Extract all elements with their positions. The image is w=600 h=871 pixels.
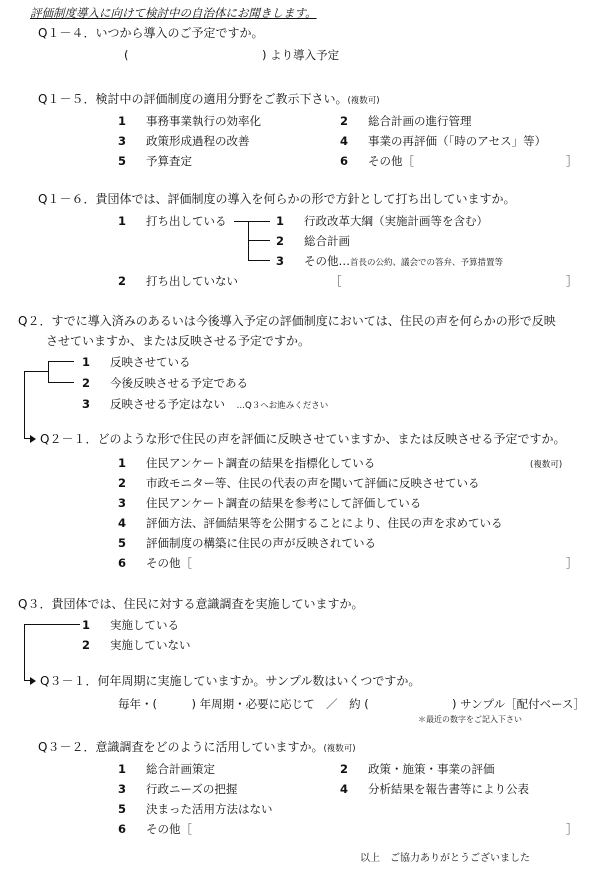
q1-6-branch-2	[248, 240, 270, 241]
q2-bracket-bottom	[48, 382, 74, 383]
question-q1-5: Q１－５．検討中の評価制度の適用分野をご教示下さい。(複数可)	[38, 92, 380, 106]
section-header: 評価制度導入に向けて検討中の自治体にお聞きします。	[30, 6, 317, 20]
question-q1-4: Q１－４．いつから導入のご予定ですか。	[38, 26, 264, 40]
q1-6-sub-option-1[interactable]: 1 行政改革大綱（実施計画等を含む）	[276, 214, 488, 228]
q1-6-branch-vertical	[248, 221, 249, 261]
q1-4-answer-input[interactable]	[150, 44, 250, 62]
q1-5-option-5[interactable]: 5 予算査定	[118, 154, 192, 168]
q1-6-option-1[interactable]: 1 打ち出している	[118, 214, 227, 228]
q1-5-option-1[interactable]: 1 事務事業執行の効率化	[118, 114, 261, 128]
q3-1-note: ＊最近の数字をご記入下さい	[418, 715, 522, 724]
q2-bracket-top	[48, 361, 74, 362]
q2-1-option-4[interactable]: 4 評価方法、評価結果等を公開することにより、住民の声を求めている	[118, 516, 503, 530]
q2-option-3[interactable]: 3 反映させる予定はない …Q３へお進みください	[82, 397, 329, 411]
q3-connector-vertical	[24, 624, 25, 680]
q2-1-multiple-note: (複数可)	[530, 460, 563, 470]
q1-5-option-4[interactable]: 4 事業の再評価（「時のアセス」等）	[340, 134, 547, 148]
q1-5-option-2[interactable]: 2 総合計画の進行管理	[340, 114, 472, 128]
q1-6-bracket-close: ］	[566, 274, 578, 288]
arrow-right-icon	[30, 435, 36, 443]
q1-6-bracket-open: ［	[330, 274, 342, 288]
q2-option-1[interactable]: 1 反映させている	[82, 355, 191, 369]
q1-5-option-3[interactable]: 3 政策形成過程の改善	[118, 134, 250, 148]
q3-2-option-3[interactable]: 3 行政ニーズの把握	[118, 782, 238, 796]
q1-6-branch-line	[234, 221, 270, 222]
question-q2-line2: させていますか、または反映させる予定ですか。	[46, 334, 311, 348]
q3-option-2[interactable]: 2 実施していない	[82, 638, 191, 652]
q2-1-option-6[interactable]: 6 その他［	[118, 556, 192, 570]
q2-connector	[24, 371, 48, 372]
q1-4-suffix: ) より導入予定	[262, 48, 340, 62]
question-q3-2: Q３－２．意識調査をどのように活用していますか。(複数可)	[38, 740, 356, 754]
q2-1-bracket-close: ］	[566, 556, 578, 570]
q3-2-option-1[interactable]: 1 総合計画策定	[118, 762, 215, 776]
q2-1-option-5[interactable]: 5 評価制度の構築に住民の声が反映されている	[118, 536, 376, 550]
question-q3: Q３．貴団体では、住民に対する意識調査を実施していますか。	[18, 597, 364, 611]
q3-2-option-4[interactable]: 4 分析結果を報告書等により公表	[340, 782, 529, 796]
q3-2-option-2[interactable]: 2 政策・施策・事業の評価	[340, 762, 495, 776]
q1-6-branch-3	[248, 260, 270, 261]
q3-1-period-answer[interactable]: 毎年・( ) 年周期・必要に応じて ／ 約 (	[118, 697, 369, 711]
q3-2-bracket-close: ］	[566, 822, 578, 836]
arrow-right-icon	[30, 677, 36, 685]
q3-1-sample-answer[interactable]: ) サンプル［配付ベース］	[452, 697, 586, 711]
q2-bracket-vertical	[48, 361, 49, 382]
q2-1-option-3[interactable]: 3 住民アンケート調査の結果を参考にして評価している	[118, 496, 422, 510]
question-q1-6: Q１－６．貴団体では、評価制度の導入を何らかの形で方針として打ち出していますか。	[38, 192, 516, 206]
footer-thanks: 以上 ご協力ありがとうございました	[360, 853, 530, 864]
question-q3-1: Q３－１．何年周期に実施していますか。サンプル数はいくつですか。	[40, 674, 421, 688]
q1-6-sub-option-3[interactable]: 3 その他…首長の公約、議会での答弁、予算措置等	[276, 254, 504, 268]
q1-6-option-2[interactable]: 2 打ち出していない	[118, 274, 238, 288]
q1-6-sub-option-2[interactable]: 2 総合計画	[276, 234, 350, 248]
q1-4-open-paren: (	[124, 48, 129, 62]
q1-5-bracket-close: ］	[566, 154, 578, 168]
q3-2-option-5[interactable]: 5 決まった活用方法はない	[118, 802, 273, 816]
q2-1-option-1[interactable]: 1 住民アンケート調査の結果を指標化している	[118, 456, 376, 470]
q2-1-option-2[interactable]: 2 市政モニター等、住民の代表の声を聞いて評価に反映させている	[118, 476, 480, 490]
question-q2-line1: Q２．すでに導入済みのあるいは今後導入予定の評価制度においては、住民の声を何らかの形で反映	[18, 314, 556, 328]
q2-option-2[interactable]: 2 今後反映させる予定である	[82, 376, 248, 390]
q1-5-option-6[interactable]: 6 その他［	[340, 154, 414, 168]
q3-connector-top	[24, 624, 80, 625]
q3-2-option-6[interactable]: 6 その他［	[118, 822, 192, 836]
q3-option-1[interactable]: 1 実施している	[82, 618, 179, 632]
q2-connector-vertical	[24, 371, 25, 439]
question-q2-1: Q２－１．どのような形で住民の声を評価に反映させていますか、または反映させる予定ですか。	[40, 432, 566, 446]
